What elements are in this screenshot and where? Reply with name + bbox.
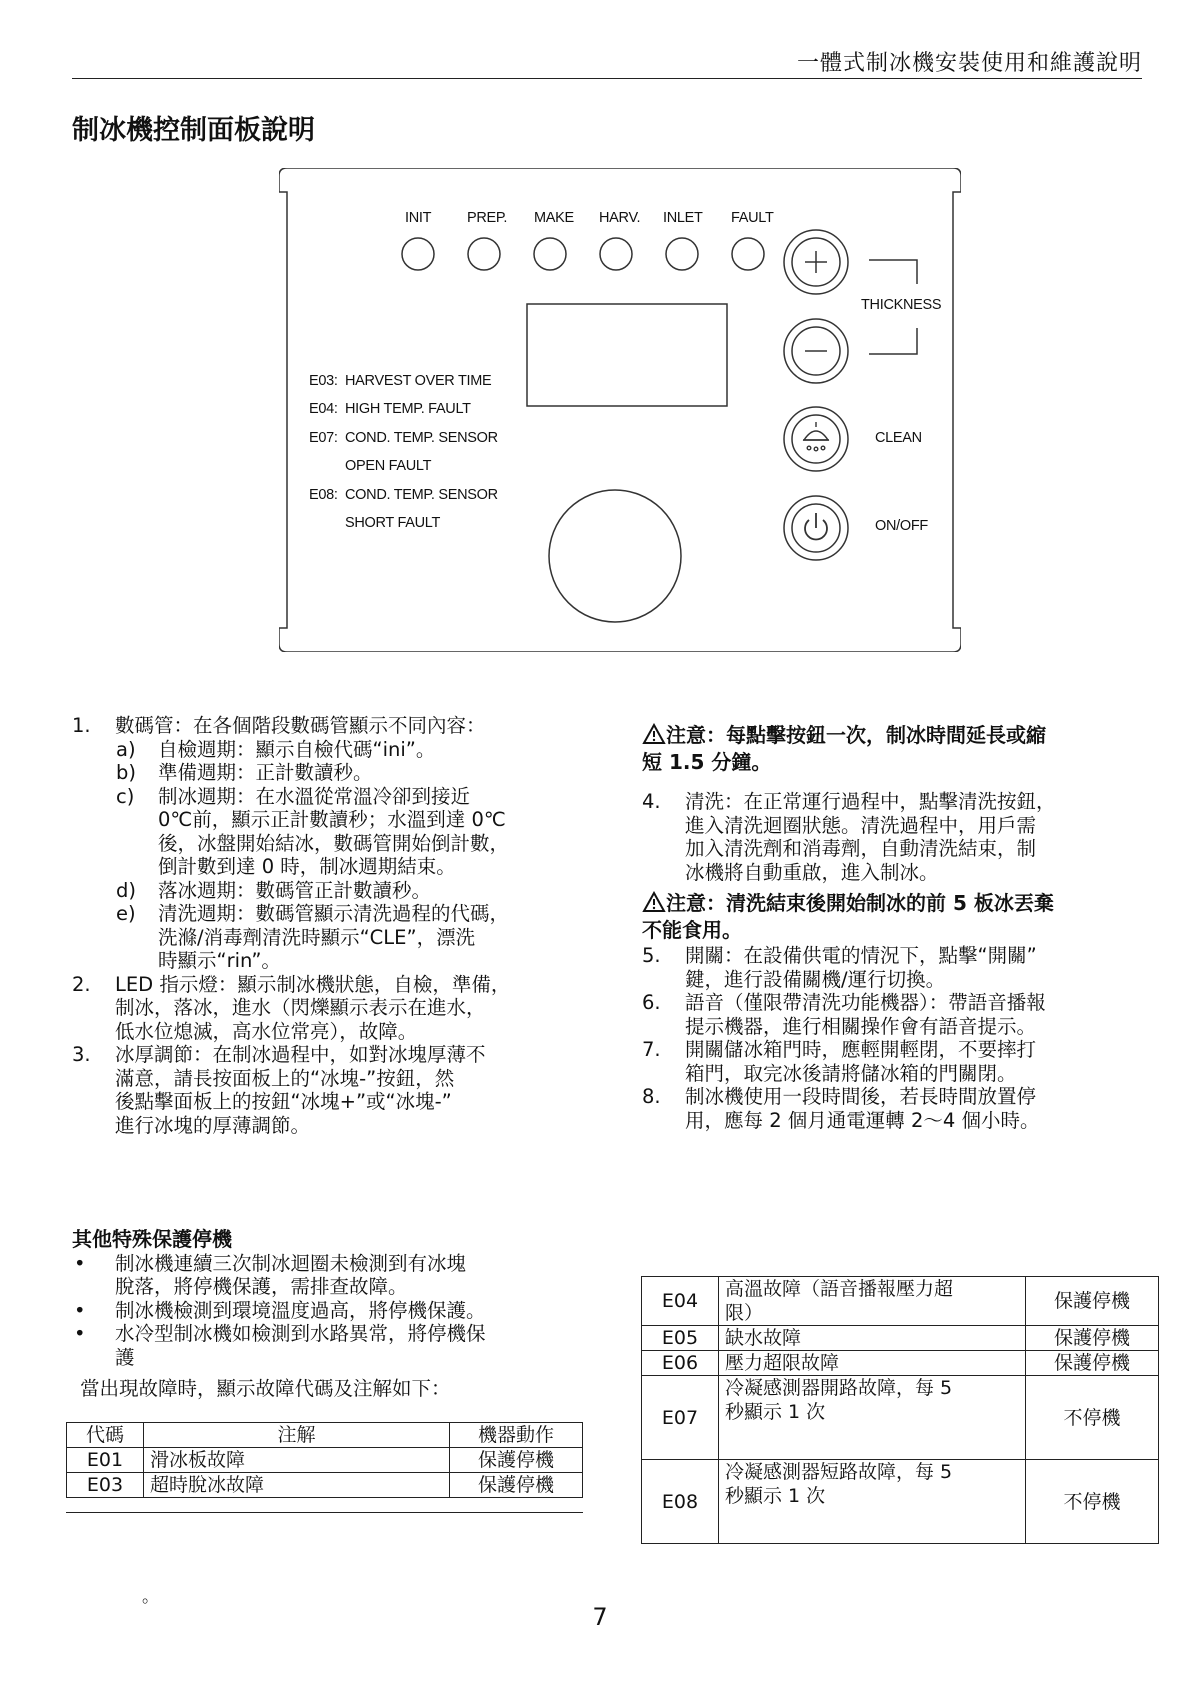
- panel-fault-row: SHORT FAULT: [345, 515, 440, 531]
- list-item: 3. 冰厚調節：在制冰過程中，如對冰塊厚薄不 滿意，請長按面板上的“冰塊-”按鈕，然 後點擊面板上的按鈕“冰塊+”或“冰塊-” 進行冰塊的厚薄調節。: [72, 1043, 486, 1137]
- table-header-row: 代碼 注解 機器動作: [67, 1423, 583, 1448]
- led-label-prep: PREP.: [467, 210, 508, 226]
- warning-note: 注意：清洗結束後開始制冰的前 5 板冰丟棄 不能食用。: [642, 891, 1054, 942]
- protection-section: [72, 1228, 592, 1401]
- led-inlet-icon: [666, 238, 698, 270]
- list-subitem: c) 制冰週期：在水溫從常溫冷卻到接近 0℃前，顯示正計數讀秒；水溫到達 0℃ 後，冰盤開始結冰，數碼管開始倒計數， 倒計數到達 0 時，制冰週期結束。: [116, 784, 510, 878]
- digital-display: [527, 304, 727, 406]
- led-init-icon: [402, 238, 434, 270]
- list-item: 1. 數碼管：在各個階段數碼管顯示不同內容：: [72, 714, 486, 737]
- warning-note: 注意：每點擊按鈕一次，制冰時間延長或縮 短 1.5 分鐘。: [642, 723, 1046, 774]
- stray-mark: 。: [142, 1587, 159, 1607]
- list-subitem: b) 準備週期：正計數讀秒。: [116, 761, 373, 784]
- left-column: [72, 714, 592, 1137]
- page-number: 7: [592, 1603, 608, 1631]
- list-subitem: e) 清洗週期：數碼管顯示清洗過程的代碼， 洗滌/消毒劑清洗時顯示“CLE”，漂洗 時顯示“rin”。: [116, 902, 510, 972]
- table-row: E03 超時脫冰故障 保護停機: [67, 1473, 583, 1498]
- list-item: 2. LED 指示燈：顯示制冰機狀態，自檢，準備， 制冰，落冰，進水（閃爍顯示表示在進水， 低水位熄滅，高水位常亮），故障。: [72, 972, 511, 1043]
- round-window: [549, 490, 681, 622]
- table-row: E06 壓力超限故障 保護停機: [642, 1351, 1159, 1376]
- fault-table-left: [66, 1422, 583, 1498]
- fault-intro: 當出現故障時，顯示故障代碼及注解如下：: [80, 1377, 451, 1400]
- bullet-item: • 制冰機檢測到環境溫度過高，將停機保護。: [74, 1298, 486, 1322]
- control-panel-diagram: [279, 168, 961, 652]
- warning-icon: [642, 723, 666, 745]
- panel-fault-row: E03: HARVEST OVER TIME: [309, 373, 492, 389]
- onoff-label: ON/OFF: [875, 518, 928, 534]
- list-item: 4. 清洗：在正常運行過程中，點擊清洗按鈕， 進入清洗迴圈狀態。清洗過程中，用戶需 加入清洗劑和消毒劑，自動清洗結束，制 冰機將自動重啟，進入制冰。: [642, 790, 1056, 884]
- clean-label: CLEAN: [875, 430, 922, 446]
- led-harv-icon: [600, 238, 632, 270]
- table-underline: [66, 1512, 583, 1513]
- led-label-fault: FAULT: [731, 210, 774, 226]
- table-row: E07 冷凝感測器開路故障，每 5 秒顯示 1 次 不停機: [642, 1376, 1159, 1460]
- thickness-label: THICKNESS: [861, 297, 942, 313]
- table-row: E01 滑冰板故障 保護停機: [67, 1448, 583, 1473]
- led-prep-icon: [468, 238, 500, 270]
- header-rule: [72, 78, 1142, 79]
- panel-fault-row: E04: HIGH TEMP. FAULT: [309, 401, 471, 417]
- led-fault-icon: [732, 238, 764, 270]
- panel-fault-row: E07: COND. TEMP. SENSOR: [309, 430, 498, 446]
- protection-title: 其他特殊保護停機: [72, 1227, 232, 1251]
- right-column: [642, 722, 1142, 1132]
- led-make-icon: [534, 238, 566, 270]
- header-title: 一體式制冰機安裝使用和維護說明: [796, 51, 1142, 76]
- bullet-item: • 制冰機連續三次制冰迴圈未檢測到有冰塊 脫落，將停機保護，需排查故障。: [74, 1251, 467, 1298]
- led-label-inlet: INLET: [663, 210, 703, 226]
- fault-table-right: [641, 1276, 1159, 1544]
- list-item: 7. 開關儲冰箱門時，應輕開輕閉，不要摔打 箱門，取完冰後請將儲冰箱的門關閉。: [642, 1038, 1037, 1085]
- table-row: E04 高溫故障（語音播報壓力超 限） 保護停機: [642, 1277, 1159, 1326]
- panel-fault-row: OPEN FAULT: [345, 458, 432, 474]
- led-label-harv: HARV.: [599, 210, 641, 226]
- warning-icon: [642, 891, 666, 913]
- list-subitem: a) 自檢週期：顯示自檢代碼“ini”。: [116, 737, 436, 761]
- power-icon: [805, 513, 827, 539]
- list-item: 6. 語音（僅限帶清洗功能機器）：帶語音播報 提示機器，進行相關操作會有語音提示。: [642, 991, 1046, 1038]
- list-item: 5. 開關：在設備供電的情況下，點擊“開關” 鍵，進行設備關機/運行切換。: [642, 944, 1037, 991]
- list-item: 8. 制冰機使用一段時間後，若長時間放置停 用，應每 2 個月通電運轉 2～4 個小時。: [642, 1085, 1040, 1132]
- led-label-make: MAKE: [534, 210, 574, 226]
- bullet-item: • 水冷型制冰機如檢測到水路異常，將停機保 護: [74, 1322, 486, 1369]
- table-row: E08 冷凝感測器短路故障，每 5 秒顯示 1 次 不停機: [642, 1460, 1159, 1544]
- led-label-init: INIT: [405, 210, 432, 226]
- table-row: E05 缺水故障 保護停機: [642, 1326, 1159, 1351]
- list-subitem: d) 落冰週期：數碼管正計數讀秒。: [116, 878, 432, 902]
- shower-icon: [803, 422, 829, 451]
- page-title: 制冰機控制面板說明: [72, 115, 315, 146]
- panel-fault-row: E08: COND. TEMP. SENSOR: [309, 487, 498, 503]
